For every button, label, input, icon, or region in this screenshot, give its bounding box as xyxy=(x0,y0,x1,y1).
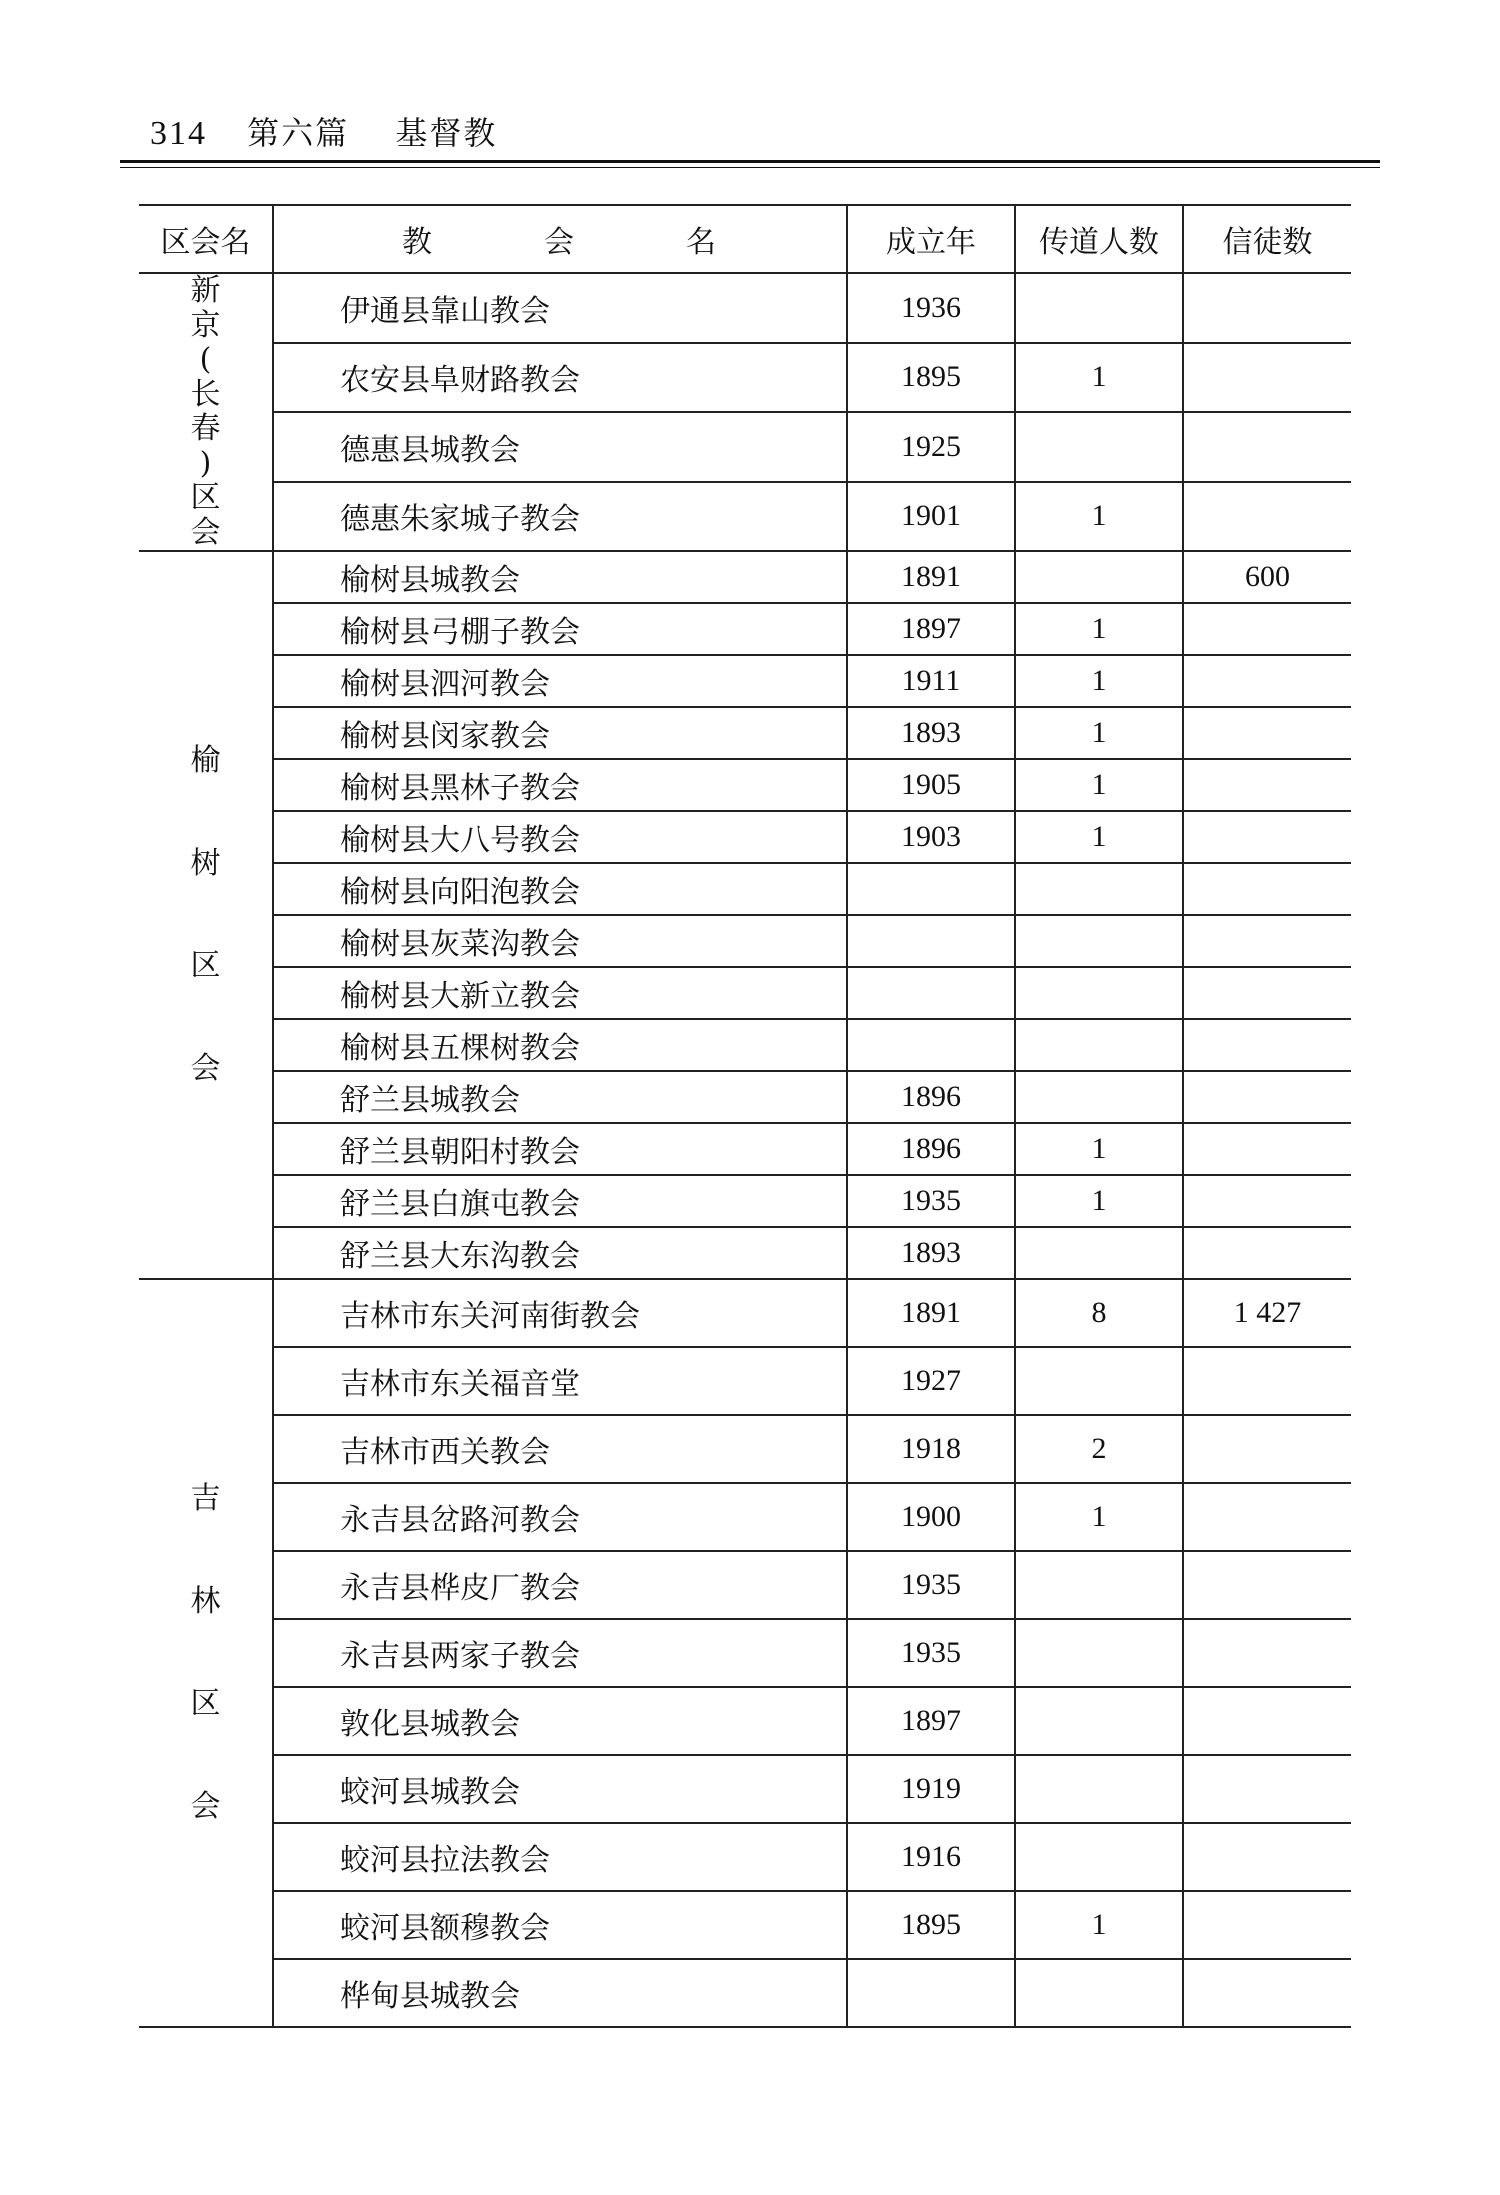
church-name-cell: 舒兰县城教会 xyxy=(273,1071,847,1123)
believers-cell xyxy=(1183,412,1351,482)
preachers-cell xyxy=(1015,273,1183,343)
col-church-name: 教 会 名 xyxy=(273,205,847,273)
table-row xyxy=(139,412,1351,482)
year-cell xyxy=(847,915,1015,967)
table-row xyxy=(139,1279,1351,1347)
table-row xyxy=(139,343,1351,413)
page-number: 314 xyxy=(150,115,207,152)
believers-cell xyxy=(1183,1891,1351,1959)
table-row xyxy=(139,1175,1351,1227)
section-label: 第六篇 xyxy=(247,114,350,152)
church-name-cell: 吉林市西关教会 xyxy=(273,1415,847,1483)
table-row xyxy=(139,1071,1351,1123)
year-cell xyxy=(847,967,1015,1019)
preachers-cell xyxy=(1015,1551,1183,1619)
preachers-cell xyxy=(1015,967,1183,1019)
church-name-cell: 永吉县两家子教会 xyxy=(273,1619,847,1687)
preachers-cell xyxy=(1015,551,1183,603)
preachers-cell xyxy=(1015,863,1183,915)
table-row xyxy=(139,707,1351,759)
believers-cell xyxy=(1183,655,1351,707)
church-name-cell: 榆树县泗河教会 xyxy=(273,655,847,707)
chapter-title: 基督教 xyxy=(395,114,498,152)
church-name-cell: 榆树县大新立教会 xyxy=(273,967,847,1019)
believers-cell xyxy=(1183,1071,1351,1123)
church-name-cell: 永吉县岔路河教会 xyxy=(273,1483,847,1551)
year-cell xyxy=(847,1959,1015,2027)
preachers-cell xyxy=(1015,1347,1183,1415)
year-cell: 1895 xyxy=(847,343,1015,413)
preachers-cell xyxy=(1015,1687,1183,1755)
table-row xyxy=(139,759,1351,811)
church-name-cell: 吉林市东关河南街教会 xyxy=(273,1279,847,1347)
church-name-cell: 敦化县城教会 xyxy=(273,1687,847,1755)
table-row xyxy=(139,1483,1351,1551)
believers-cell xyxy=(1183,967,1351,1019)
preachers-cell: 1 xyxy=(1015,707,1183,759)
preachers-cell: 1 xyxy=(1015,603,1183,655)
believers-cell xyxy=(1183,1123,1351,1175)
year-cell xyxy=(847,863,1015,915)
church-name-cell: 舒兰县朝阳村教会 xyxy=(273,1123,847,1175)
believers-cell xyxy=(1183,343,1351,413)
table-row xyxy=(139,1687,1351,1755)
church-table xyxy=(139,204,1351,2028)
table-row xyxy=(139,482,1351,552)
year-cell: 1936 xyxy=(847,273,1015,343)
table-row xyxy=(139,915,1351,967)
year-cell: 1891 xyxy=(847,551,1015,603)
believers-cell xyxy=(1183,1619,1351,1687)
table-row xyxy=(139,1123,1351,1175)
year-cell: 1916 xyxy=(847,1823,1015,1891)
district-cell: 新 京 ( 长 春 ) 区 会 xyxy=(139,273,273,551)
year-cell: 1935 xyxy=(847,1551,1015,1619)
believers-cell xyxy=(1183,1483,1351,1551)
believers-cell xyxy=(1183,1347,1351,1415)
church-name-cell: 榆树县黑林子教会 xyxy=(273,759,847,811)
preachers-cell: 1 xyxy=(1015,1483,1183,1551)
preachers-cell: 2 xyxy=(1015,1415,1183,1483)
year-cell: 1897 xyxy=(847,1687,1015,1755)
preachers-cell xyxy=(1015,1227,1183,1279)
church-name-cell: 蛟河县城教会 xyxy=(273,1755,847,1823)
believers-cell xyxy=(1183,915,1351,967)
table-row xyxy=(139,1959,1351,2027)
col-year: 成立年 xyxy=(847,205,1015,273)
table-row xyxy=(139,603,1351,655)
preachers-cell: 1 xyxy=(1015,1891,1183,1959)
table-row xyxy=(139,811,1351,863)
col-believers: 信徒数 xyxy=(1183,205,1351,273)
district-cell: 榆 树 区 会 xyxy=(139,551,273,1279)
church-name-cell: 榆树县城教会 xyxy=(273,551,847,603)
table-row xyxy=(139,655,1351,707)
table-row xyxy=(139,1619,1351,1687)
believers-cell: 1 427 xyxy=(1183,1279,1351,1347)
preachers-cell xyxy=(1015,1071,1183,1123)
year-cell: 1918 xyxy=(847,1415,1015,1483)
table-row xyxy=(139,273,1351,343)
preachers-cell: 1 xyxy=(1015,655,1183,707)
preachers-cell xyxy=(1015,1959,1183,2027)
district-cell: 吉 林 区 会 xyxy=(139,1279,273,2027)
believers-cell xyxy=(1183,1959,1351,2027)
preachers-cell xyxy=(1015,1823,1183,1891)
year-cell: 1903 xyxy=(847,811,1015,863)
year-cell: 1900 xyxy=(847,1483,1015,1551)
believers-cell xyxy=(1183,707,1351,759)
believers-cell xyxy=(1183,1019,1351,1071)
year-cell: 1896 xyxy=(847,1123,1015,1175)
believers-cell xyxy=(1183,1755,1351,1823)
year-cell: 1901 xyxy=(847,482,1015,552)
church-name-cell: 永吉县桦皮厂教会 xyxy=(273,1551,847,1619)
preachers-cell: 8 xyxy=(1015,1279,1183,1347)
believers-cell xyxy=(1183,1415,1351,1483)
table-row xyxy=(139,1551,1351,1619)
church-name-cell: 榆树县向阳泡教会 xyxy=(273,863,847,915)
church-name-cell: 榆树县弓棚子教会 xyxy=(273,603,847,655)
table-row xyxy=(139,1823,1351,1891)
preachers-cell: 1 xyxy=(1015,343,1183,413)
year-cell: 1935 xyxy=(847,1619,1015,1687)
year-cell: 1927 xyxy=(847,1347,1015,1415)
year-cell: 1893 xyxy=(847,707,1015,759)
believers-cell xyxy=(1183,1823,1351,1891)
believers-cell: 600 xyxy=(1183,551,1351,603)
table-row xyxy=(139,551,1351,603)
table-row xyxy=(139,1755,1351,1823)
year-cell: 1897 xyxy=(847,603,1015,655)
year-cell: 1891 xyxy=(847,1279,1015,1347)
preachers-cell: 1 xyxy=(1015,1175,1183,1227)
church-name-cell: 舒兰县大东沟教会 xyxy=(273,1227,847,1279)
believers-cell xyxy=(1183,759,1351,811)
believers-cell xyxy=(1183,811,1351,863)
church-name-cell: 蛟河县拉法教会 xyxy=(273,1823,847,1891)
table-row xyxy=(139,1415,1351,1483)
church-name-cell: 舒兰县白旗屯教会 xyxy=(273,1175,847,1227)
year-cell: 1895 xyxy=(847,1891,1015,1959)
table-row xyxy=(139,967,1351,1019)
believers-cell xyxy=(1183,273,1351,343)
table-row xyxy=(139,1347,1351,1415)
year-cell: 1925 xyxy=(847,412,1015,482)
col-district: 区会名 xyxy=(139,205,273,273)
table-header-row xyxy=(139,205,1351,273)
preachers-cell: 1 xyxy=(1015,759,1183,811)
preachers-cell xyxy=(1015,915,1183,967)
preachers-cell xyxy=(1015,1755,1183,1823)
table-row xyxy=(139,1227,1351,1279)
year-cell xyxy=(847,1019,1015,1071)
table-row xyxy=(139,1019,1351,1071)
church-name-cell: 桦甸县城教会 xyxy=(273,1959,847,2027)
church-name-cell: 榆树县大八号教会 xyxy=(273,811,847,863)
believers-cell xyxy=(1183,482,1351,552)
believers-cell xyxy=(1183,1227,1351,1279)
preachers-cell: 1 xyxy=(1015,482,1183,552)
church-name-cell: 蛟河县额穆教会 xyxy=(273,1891,847,1959)
believers-cell xyxy=(1183,1551,1351,1619)
church-name-cell: 榆树县闵家教会 xyxy=(273,707,847,759)
preachers-cell xyxy=(1015,1019,1183,1071)
believers-cell xyxy=(1183,1687,1351,1755)
church-name-cell: 农安县阜财路教会 xyxy=(273,343,847,413)
church-name-cell: 德惠朱家城子教会 xyxy=(273,482,847,552)
preachers-cell xyxy=(1015,412,1183,482)
preachers-cell: 1 xyxy=(1015,1123,1183,1175)
table-row xyxy=(139,1891,1351,1959)
year-cell: 1893 xyxy=(847,1227,1015,1279)
preachers-cell: 1 xyxy=(1015,811,1183,863)
header-rule-thick xyxy=(120,160,1380,163)
year-cell: 1935 xyxy=(847,1175,1015,1227)
col-preachers: 传道人数 xyxy=(1015,205,1183,273)
preachers-cell xyxy=(1015,1619,1183,1687)
year-cell: 1896 xyxy=(847,1071,1015,1123)
page-header xyxy=(150,108,497,154)
believers-cell xyxy=(1183,1175,1351,1227)
church-name-cell: 伊通县靠山教会 xyxy=(273,273,847,343)
church-name-cell: 榆树县灰菜沟教会 xyxy=(273,915,847,967)
year-cell: 1919 xyxy=(847,1755,1015,1823)
believers-cell xyxy=(1183,603,1351,655)
believers-cell xyxy=(1183,863,1351,915)
church-name-cell: 德惠县城教会 xyxy=(273,412,847,482)
year-cell: 1905 xyxy=(847,759,1015,811)
church-name-cell: 吉林市东关福音堂 xyxy=(273,1347,847,1415)
year-cell: 1911 xyxy=(847,655,1015,707)
table-row xyxy=(139,863,1351,915)
header-rule-thin xyxy=(120,167,1380,168)
church-name-cell: 榆树县五棵树教会 xyxy=(273,1019,847,1071)
